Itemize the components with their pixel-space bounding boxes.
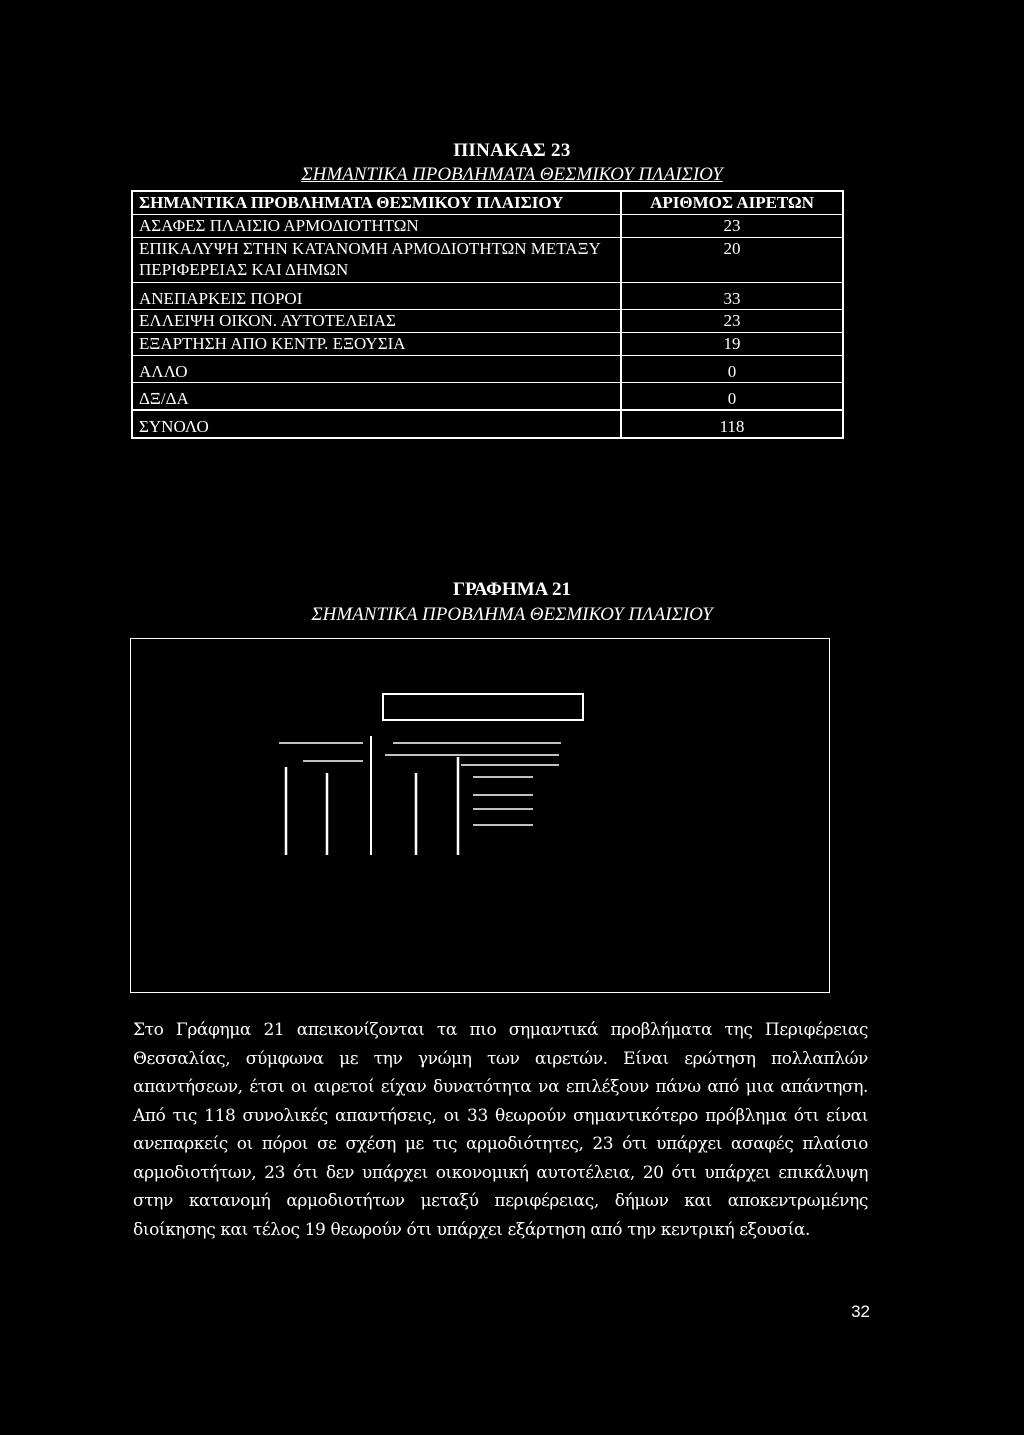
- graph-subtitle: ΣΗΜΑΝΤΙΚΑ ΠΡΟΒΛΗΜΑ ΘΕΣΜΙΚΟΥ ΠΛΑΙΣΙΟΥ: [311, 604, 713, 625]
- row-label: ΔΞ/ΔΑ: [132, 383, 621, 411]
- row-value: 118: [621, 410, 843, 438]
- table-row: [132, 283, 843, 310]
- row-label: ΑΣΑΦΕΣ ΠΛΑΙΣΙΟ ΑΡΜΟΔΙΟΤΗΤΩΝ: [132, 215, 621, 238]
- row-value: 0: [621, 356, 843, 383]
- table-title: ΠΙΝΑΚΑΣ 23: [453, 140, 571, 161]
- row-value: 23: [621, 215, 843, 238]
- table-subtitle: ΣΗΜΑΝΤΙΚΑ ΠΡΟΒΛΗΜΑΤΑ ΘΕΣΜΙΚΟΥ ΠΛΑΙΣΙΟΥ: [301, 164, 723, 185]
- table-row: [132, 215, 843, 238]
- column-header-problem: ΣΗΜΑΝΤΙΚΑ ΠΡΟΒΛΗΜΑΤΑ ΘΕΣΜΙΚΟΥ ΠΛΑΙΣΙΟΥ: [132, 191, 621, 215]
- problems-table: [131, 190, 844, 439]
- chart-graphic: [131, 639, 829, 992]
- body-paragraph: Στο Γράφημα 21 απεικονίζονται τα πιο σημαντικά προβλήματα της Περιφέρειας Θεσσαλίας, σύμφωνα με την γνώμη των αιρετών. Είναι ερώτηση πολλαπλών απαντήσεων, έτσι οι αιρετοί είχαν δυνατότητα να επιλέξουν πάνω από μια απάντηση. Από τις 118 συνολικές απαντήσεις, οι 33 θεωρούν σημαντικότερο πρόβλημα ότι είναι ανεπαρκείς οι πόροι σε σχέση με τις αρμοδιότητες, 23 ότι υπάρχει ασαφές πλαίσιο αρμοδιοτήτων, 23 ότι δεν υπάρχει οικονομική αυτοτέλεια, 20 ότι υπάρχει επικάλυψη στην κατανομή αρμοδιοτήτων μεταξύ περιφέρειας, δήμων και αποκεντρωμένης διοίκησης και τέλος 19 θεωρούν ότι υπάρχει εξάρτηση από την κεντρική εξουσία.: [133, 1020, 868, 1240]
- table-header-row: [132, 191, 843, 215]
- row-value: 33: [621, 283, 843, 310]
- chart-header-box: [383, 694, 583, 720]
- row-value: 19: [621, 333, 843, 356]
- row-value: 23: [621, 310, 843, 333]
- page-number: 32: [851, 1302, 870, 1321]
- graph-title: ΓΡΑΦΗΜΑ 21: [452, 579, 572, 600]
- row-label: ΑΝΕΠΑΡΚΕΙΣ ΠΟΡΟΙ: [132, 283, 621, 310]
- table-row: [132, 238, 843, 283]
- table-row: [132, 310, 843, 333]
- column-header-count: ΑΡΙΘΜΟΣ ΑΙΡΕΤΩΝ: [621, 191, 843, 215]
- table-row: [132, 383, 843, 411]
- row-value: 20: [621, 238, 843, 283]
- row-label: ΕΞΑΡΤΗΣΗ ΑΠΟ ΚΕΝΤΡ. ΕΞΟΥΣΙΑ: [132, 333, 621, 356]
- row-label: ΕΛΛΕΙΨΗ ΟΙΚΟΝ. ΑΥΤΟΤΕΛΕΙΑΣ: [132, 310, 621, 333]
- row-label: ΑΛΛΟ: [132, 356, 621, 383]
- row-label: ΣΥΝΟΛΟ: [132, 410, 621, 438]
- chart-frame: [130, 638, 830, 993]
- row-label: ΕΠΙΚΑΛΥΨΗ ΣΤΗΝ ΚΑΤΑΝΟΜΗ ΑΡΜΟΔΙΟΤΗΤΩΝ ΜΕΤΑΞΥ ΠΕΡΙΦΕΡΕΙΑΣ ΚΑΙ ΔΗΜΩΝ: [132, 238, 621, 283]
- table-row: [132, 356, 843, 383]
- row-value: 0: [621, 383, 843, 411]
- table-total-row: [132, 410, 843, 438]
- table-row: [132, 333, 843, 356]
